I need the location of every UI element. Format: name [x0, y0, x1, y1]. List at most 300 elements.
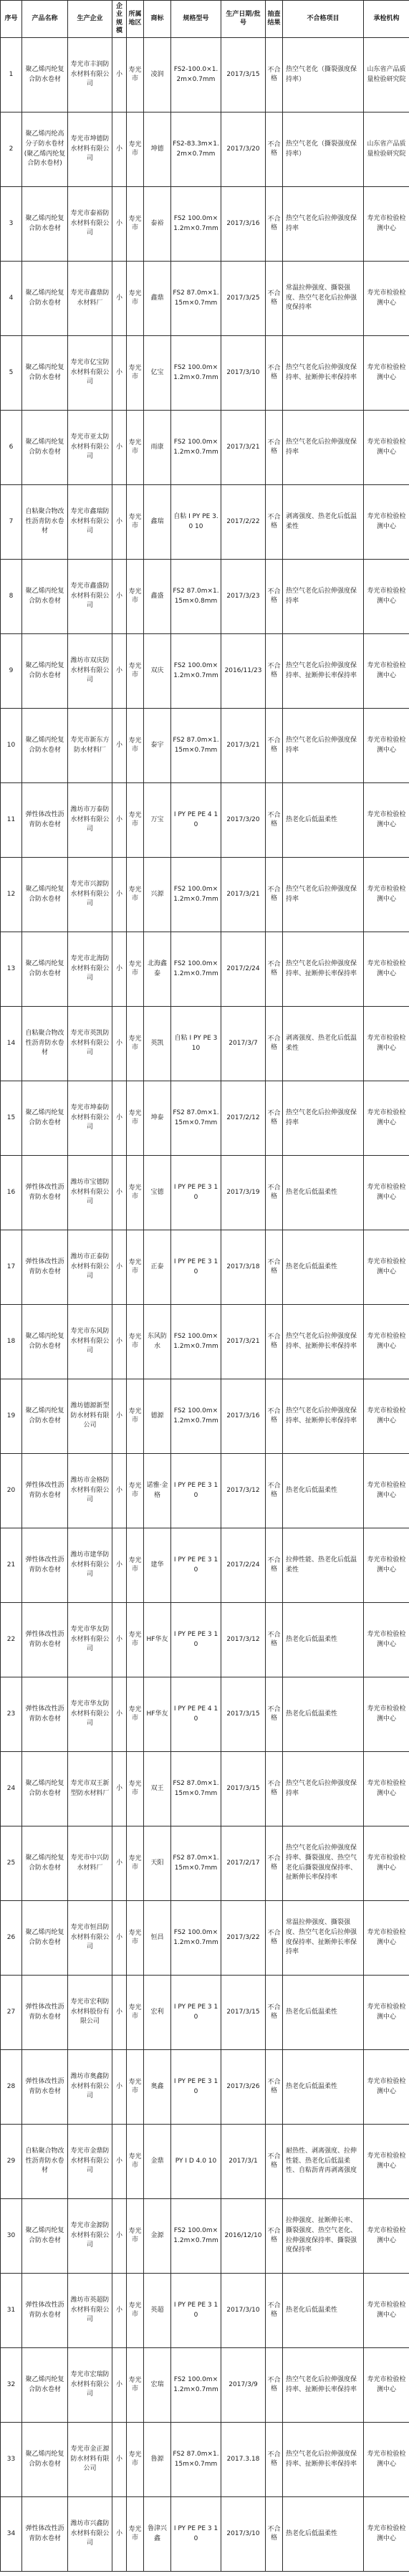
cell-scale: 小: [112, 560, 127, 634]
cell-date: 2017/3/12: [221, 1454, 266, 1528]
table-row: [1, 1528, 409, 1603]
cell-result: 不合格: [266, 411, 283, 485]
cell-brand: 英凯: [144, 1007, 171, 1081]
cell-date: 2017/3/21: [221, 709, 266, 783]
cell-seq: 22: [1, 1603, 22, 1677]
cell-spec: FS2 100.0m×1.2m×0.7mm: [171, 336, 221, 411]
cell-brand: 金源: [144, 2199, 171, 2274]
table-row: [1, 1379, 409, 1454]
cell-date: 2016/11/23: [221, 634, 266, 709]
cell-spec: I PY PE PE 4 10: [171, 783, 221, 858]
cell-scale: 小: [112, 38, 127, 112]
cell-spec: 自粘 I PY PE 3.0 10: [171, 485, 221, 560]
cell-company: 寿光市鑫鼎防水材料厂: [68, 262, 112, 336]
cell-date: 2017/3/20: [221, 783, 266, 858]
cell-agency: 寿光市检验检测中心: [364, 1826, 409, 1901]
cell-brand: 诺雅·金格: [144, 1454, 171, 1528]
cell-seq: 3: [1, 187, 22, 262]
table-row: [1, 2274, 409, 2348]
cell-items: 热空气老化后拉伸强度保持率: [283, 858, 364, 932]
cell-scale: 小: [112, 783, 127, 858]
cell-result: 不合格: [266, 1230, 283, 1305]
cell-product: 聚乙烯丙纶复合防水卷材: [22, 38, 68, 112]
cell-region: 寿光市: [127, 2497, 144, 2572]
cell-product: 聚乙烯丙纶高分子防水卷材(聚乙烯丙纶复合防水卷材): [22, 112, 68, 187]
cell-items: 热空气老化后拉伸强度保持率: [283, 1081, 364, 1156]
cell-spec: FS2 100.0m×1.2m×0.7mm: [171, 411, 221, 485]
cell-seq: 5: [1, 336, 22, 411]
cell-product: 弹性体改性沥青防水卷材: [22, 2050, 68, 2125]
cell-product: 弹性体改性沥青防水卷材: [22, 1454, 68, 1528]
cell-brand: HF华友: [144, 1677, 171, 1752]
cell-seq: 21: [1, 1528, 22, 1603]
cell-scale: 小: [112, 1454, 127, 1528]
header-brand: 商标: [144, 1, 171, 38]
cell-product: 弹性体改性沥青防水卷材: [22, 1156, 68, 1230]
cell-company: 寿光市双王新型防水材料厂: [68, 1752, 112, 1826]
cell-company: 潍坊市金格防水材料有限公司: [68, 1454, 112, 1528]
cell-region: 寿光市: [127, 1976, 144, 2050]
cell-brand: 宏瑞: [144, 2348, 171, 2423]
cell-brand: 鑫盛: [144, 560, 171, 634]
cell-date: 2017/3/7: [221, 1007, 266, 1081]
cell-scale: 小: [112, 336, 127, 411]
cell-scale: 小: [112, 1603, 127, 1677]
cell-brand: 鑫鼎: [144, 262, 171, 336]
cell-product: 聚乙烯丙纶复合防水卷材: [22, 1379, 68, 1454]
cell-spec: FS2 87.0m×1.15m×0.7mm: [171, 262, 221, 336]
cell-seq: 32: [1, 2348, 22, 2423]
cell-items: 热空气老化后拉伸强度保持率、扯断伸长率保持率: [283, 336, 364, 411]
cell-seq: 1: [1, 38, 22, 112]
cell-brand: 正泰: [144, 1230, 171, 1305]
cell-company: 寿光市兴源防水材料有限公司: [68, 858, 112, 932]
cell-scale: 小: [112, 1528, 127, 1603]
cell-agency: 寿光市检验检测中心: [364, 262, 409, 336]
cell-company: 潍坊市英超防水材料有限公司: [68, 2274, 112, 2348]
cell-result: 不合格: [266, 1528, 283, 1603]
cell-result: 不合格: [266, 1305, 283, 1379]
cell-brand: 鑫瑞: [144, 485, 171, 560]
cell-date: 2017/2/22: [221, 485, 266, 560]
cell-agency: 寿光市检验检测中心: [364, 1007, 409, 1081]
table-row: [1, 485, 409, 560]
table-row: [1, 560, 409, 634]
cell-items: 热空气老化后拉伸强度保持率: [283, 560, 364, 634]
cell-date: 2017/3/15: [221, 38, 266, 112]
cell-agency: 寿光市检验检测中心: [364, 187, 409, 262]
cell-scale: 小: [112, 2274, 127, 2348]
cell-spec: FS2 100.0m×1.2m×0.7mm: [171, 1901, 221, 1976]
cell-spec: I PY PE PE 3 10: [171, 2497, 221, 2572]
cell-scale: 小: [112, 1379, 127, 1454]
cell-spec: PY I D 4.0 10: [171, 2125, 221, 2199]
cell-spec: I PY PE PE 3 10: [171, 1156, 221, 1230]
cell-region: 寿光市: [127, 336, 144, 411]
cell-result: 不合格: [266, 336, 283, 411]
cell-company: 寿光市东风防水材料有限公司: [68, 1305, 112, 1379]
cell-result: 不合格: [266, 2348, 283, 2423]
cell-seq: 23: [1, 1677, 22, 1752]
cell-seq: 8: [1, 560, 22, 634]
cell-agency: 寿光市检验检测中心: [364, 2348, 409, 2423]
cell-company: 寿光市宏利防水材料股份有限公司: [68, 1976, 112, 2050]
cell-brand: 奥鑫: [144, 2050, 171, 2125]
cell-seq: 2: [1, 112, 22, 187]
cell-company: 寿光市宏瑞防水材料有限公司: [68, 2348, 112, 2423]
table-row: [1, 858, 409, 932]
cell-product: 弹性体改性沥青防水卷材: [22, 783, 68, 858]
cell-company: 寿光市恒昌防水材料有限公司: [68, 1901, 112, 1976]
cell-date: 2017/3/19: [221, 1156, 266, 1230]
cell-scale: 小: [112, 1752, 127, 1826]
cell-brand: 鲁源: [144, 2423, 171, 2497]
cell-brand: 雨康: [144, 411, 171, 485]
cell-product: 聚乙烯丙纶复合防水卷材: [22, 2423, 68, 2497]
cell-date: 2017/3/23: [221, 560, 266, 634]
cell-items: 热空气老化后拉伸强度保持率、扯断伸长率保持率: [283, 932, 364, 1007]
cell-items: 热老化后低温柔性: [283, 1677, 364, 1752]
cell-result: 不合格: [266, 2199, 283, 2274]
cell-product: 聚乙烯丙纶复合防水卷材: [22, 634, 68, 709]
cell-brand: 坤德: [144, 112, 171, 187]
cell-agency: 寿光市检验检测中心: [364, 560, 409, 634]
cell-brand: 双庆: [144, 634, 171, 709]
cell-agency: 寿光市检验检测中心: [364, 1677, 409, 1752]
cell-date: 2017/3/21: [221, 858, 266, 932]
cell-company: 寿光市亚太防水材料有限公司: [68, 411, 112, 485]
cell-region: 寿光市: [127, 2199, 144, 2274]
cell-spec: FS2 87.0m×1.15m×0.7mm: [171, 709, 221, 783]
cell-items: 热老化后低温柔性: [283, 2050, 364, 2125]
cell-result: 不合格: [266, 1379, 283, 1454]
cell-agency: 寿光市检验检测中心: [364, 2274, 409, 2348]
cell-items: 热空气老化（撕裂强度保持率）: [283, 38, 364, 112]
cell-items: 热空气老化后拉伸强度保持率、扯断伸长率保持率: [283, 2423, 364, 2497]
cell-brand: HF华友: [144, 1603, 171, 1677]
cell-seq: 11: [1, 783, 22, 858]
cell-spec: FS2 100.0m×1.2m×0.7mm: [171, 932, 221, 1007]
cell-agency: 寿光市检验检测中心: [364, 783, 409, 858]
cell-scale: 小: [112, 112, 127, 187]
cell-scale: 小: [112, 411, 127, 485]
cell-region: 寿光市: [127, 262, 144, 336]
cell-company: 寿光市中兴防水材料厂: [68, 1826, 112, 1901]
cell-region: 寿光市: [127, 1677, 144, 1752]
cell-company: 潍坊市宝德防水材料有限公司: [68, 1156, 112, 1230]
cell-region: 寿光市: [127, 485, 144, 560]
cell-items: 拉伸强度、扯断伸长率、撕裂强度、热空气老化、拉伸强度保持率、撕裂强度保持率: [283, 2199, 364, 2274]
cell-agency: 寿光市检验检测中心: [364, 1379, 409, 1454]
cell-items: 常温拉伸强度、撕裂强度、热空气老化后拉伸强度保持率、扯断伸长率保持率: [283, 1901, 364, 1976]
cell-product: 自粘聚合物改性沥青防水卷材: [22, 2125, 68, 2199]
cell-items: 剥离强度、热老化后低温柔性: [283, 485, 364, 560]
cell-scale: 小: [112, 2497, 127, 2572]
cell-spec: I PY PE PE 3 10: [171, 1603, 221, 1677]
cell-region: 寿光市: [127, 187, 144, 262]
cell-seq: 30: [1, 2199, 22, 2274]
cell-product: 聚乙烯丙纶复合防水卷材: [22, 187, 68, 262]
cell-result: 不合格: [266, 262, 283, 336]
cell-scale: 小: [112, 709, 127, 783]
cell-product: 弹性体改性沥青防水卷材: [22, 2497, 68, 2572]
cell-date: 2017/3/15: [221, 1752, 266, 1826]
table-row: [1, 2497, 409, 2572]
cell-items: 热空气老化后拉伸强度保持率、扯断伸长率保持率: [283, 634, 364, 709]
cell-date: 2017/3/21: [221, 1305, 266, 1379]
header-company: 生产企业: [68, 1, 112, 38]
cell-spec: I PY PE PE 3 10: [171, 1454, 221, 1528]
cell-items: 热老化后低温柔性: [283, 2274, 364, 2348]
cell-items: 常温拉伸强度、撕裂强度、热空气老化后拉伸强度保持率: [283, 262, 364, 336]
cell-company: 寿光市新东方防水材料厂: [68, 709, 112, 783]
cell-scale: 小: [112, 634, 127, 709]
cell-result: 不合格: [266, 1007, 283, 1081]
cell-company: 寿光市北海防水材料有限公司: [68, 932, 112, 1007]
cell-agency: 寿光市检验检测中心: [364, 1156, 409, 1230]
cell-seq: 24: [1, 1752, 22, 1826]
cell-agency: 寿光市检验检测中心: [364, 2125, 409, 2199]
cell-date: 2017/2/24: [221, 932, 266, 1007]
cell-agency: 寿光市检验检测中心: [364, 1976, 409, 2050]
cell-seq: 16: [1, 1156, 22, 1230]
cell-seq: 14: [1, 1007, 22, 1081]
cell-company: 寿光市华友防水材料有限公司: [68, 1603, 112, 1677]
cell-result: 不合格: [266, 709, 283, 783]
cell-spec: I PY PE PE 3 10: [171, 2274, 221, 2348]
table-row: [1, 1677, 409, 1752]
cell-seq: 4: [1, 262, 22, 336]
cell-agency: 寿光市检验检测中心: [364, 858, 409, 932]
cell-date: 2017/2/24: [221, 1528, 266, 1603]
cell-seq: 17: [1, 1230, 22, 1305]
cell-product: 聚乙烯丙纶复合防水卷材: [22, 1081, 68, 1156]
cell-scale: 小: [112, 1230, 127, 1305]
table-row: [1, 1901, 409, 1976]
table-row: [1, 2125, 409, 2199]
cell-agency: 寿光市检验检测中心: [364, 2199, 409, 2274]
cell-spec: I PY PE PE 3 10: [171, 1230, 221, 1305]
table-row: [1, 38, 409, 112]
cell-date: 2017/3/10: [221, 2497, 266, 2572]
cell-date: 2017/3/9: [221, 2348, 266, 2423]
cell-company: 潍坊市双庆防水材料有限公司: [68, 634, 112, 709]
cell-region: 寿光市: [127, 2348, 144, 2423]
cell-region: 寿光市: [127, 1156, 144, 1230]
cell-region: 寿光市: [127, 112, 144, 187]
table-row: [1, 411, 409, 485]
table-row: [1, 1826, 409, 1901]
cell-items: 热空气老化（撕裂强度保持率）: [283, 112, 364, 187]
cell-brand: 泰裕: [144, 187, 171, 262]
cell-brand: 东风防水: [144, 1305, 171, 1379]
cell-seq: 19: [1, 1379, 22, 1454]
table-row: [1, 2423, 409, 2497]
cell-result: 不合格: [266, 1976, 283, 2050]
cell-spec: I PY PE PE 3 10: [171, 1528, 221, 1603]
cell-company: 潍坊德源新型防水材料有限公司: [68, 1379, 112, 1454]
cell-result: 不合格: [266, 1603, 283, 1677]
cell-items: 热老化后低温柔性: [283, 1230, 364, 1305]
cell-brand: 宝德: [144, 1156, 171, 1230]
table-row: [1, 112, 409, 187]
cell-scale: 小: [112, 1901, 127, 1976]
cell-date: 2017/3/16: [221, 187, 266, 262]
cell-agency: 寿光市检验检测中心: [364, 709, 409, 783]
header-region: 所属地区: [127, 1, 144, 38]
cell-brand: 双王: [144, 1752, 171, 1826]
cell-date: 2017/3/25: [221, 262, 266, 336]
cell-seq: 13: [1, 932, 22, 1007]
cell-company: 潍坊市奥鑫防水材料有限公司: [68, 2050, 112, 2125]
cell-region: 寿光市: [127, 1826, 144, 1901]
cell-spec: FS2-100.0×1.2m×0.7mm: [171, 38, 221, 112]
cell-scale: 小: [112, 1305, 127, 1379]
cell-agency: 寿光市检验检测中心: [364, 2497, 409, 2572]
cell-date: 2017/3/15: [221, 1677, 266, 1752]
cell-seq: 15: [1, 1081, 22, 1156]
cell-items: 热老化后低温柔性: [283, 1976, 364, 2050]
header-items: 不合格项目: [283, 1, 364, 38]
cell-scale: 小: [112, 2050, 127, 2125]
cell-region: 寿光市: [127, 783, 144, 858]
cell-date: 2017/2/12: [221, 1081, 266, 1156]
cell-company: 寿光市泰裕防水材料有限公司: [68, 187, 112, 262]
table-row: [1, 2348, 409, 2423]
cell-seq: 27: [1, 1976, 22, 2050]
cell-date: 2017/3/18: [221, 1230, 266, 1305]
cell-brand: 坤泰: [144, 1081, 171, 1156]
cell-seq: 9: [1, 634, 22, 709]
cell-company: 潍坊市兴鑫防水材料有限公司: [68, 2497, 112, 2572]
cell-product: 聚乙烯丙纶复合防水卷材: [22, 560, 68, 634]
cell-seq: 18: [1, 1305, 22, 1379]
cell-product: 聚乙烯丙纶复合防水卷材: [22, 262, 68, 336]
cell-brand: 泰宇: [144, 709, 171, 783]
table-row: [1, 262, 409, 336]
table-row: [1, 932, 409, 1007]
cell-company: 潍坊市正泰防水材料有限公司: [68, 1230, 112, 1305]
cell-scale: 小: [112, 1156, 127, 1230]
cell-result: 不合格: [266, 1156, 283, 1230]
cell-items: 热空气老化后拉伸强度保持率、撕裂强度、热空气老化后撕裂强度保持率、扯断伸长率保持率: [283, 1826, 364, 1901]
cell-agency: 寿光市检验检测中心: [364, 1454, 409, 1528]
table-row: [1, 1976, 409, 2050]
cell-region: 寿光市: [127, 1305, 144, 1379]
cell-product: 聚乙烯丙纶复合防水卷材: [22, 1901, 68, 1976]
cell-product: 聚乙烯丙纶复合防水卷材: [22, 932, 68, 1007]
cell-result: 不合格: [266, 560, 283, 634]
cell-spec: 自粘 I PY PE 3 10: [171, 1007, 221, 1081]
header-result: 抽查结果: [266, 1, 283, 38]
cell-brand: 恒昌: [144, 1901, 171, 1976]
cell-brand: 建华: [144, 1528, 171, 1603]
cell-items: 剥离强度、热老化后低温柔性: [283, 1007, 364, 1081]
cell-date: 2017/3/20: [221, 112, 266, 187]
cell-scale: 小: [112, 262, 127, 336]
cell-region: 寿光市: [127, 2274, 144, 2348]
cell-agency: 寿光市检验检测中心: [364, 1752, 409, 1826]
cell-scale: 小: [112, 187, 127, 262]
cell-product: 聚乙烯丙纶复合防水卷材: [22, 709, 68, 783]
cell-agency: 山东省产品质量检验研究院: [364, 112, 409, 187]
cell-agency: 山东省产品质量检验研究院: [364, 38, 409, 112]
table-row: [1, 783, 409, 858]
cell-items: 热空气老化后拉伸强度保持率: [283, 187, 364, 262]
cell-product: 聚乙烯丙纶复合防水卷材: [22, 1305, 68, 1379]
cell-seq: 20: [1, 1454, 22, 1528]
cell-spec: I PY PE PE 3 10: [171, 1976, 221, 2050]
cell-product: 聚乙烯丙纶复合防水卷材: [22, 2348, 68, 2423]
cell-agency: 寿光市检验检测中心: [364, 1230, 409, 1305]
cell-region: 寿光市: [127, 709, 144, 783]
cell-company: 寿光市金正源防水材料有限公司: [68, 2423, 112, 2497]
cell-spec: FS2 87.0m×1.15m×0.7mm: [171, 1752, 221, 1826]
cell-result: 不合格: [266, 1826, 283, 1901]
cell-result: 不合格: [266, 1752, 283, 1826]
cell-seq: 26: [1, 1901, 22, 1976]
cell-brand: 英超: [144, 2274, 171, 2348]
cell-items: 热空气老化后拉伸强度保持率、扯断伸长率保持率: [283, 1379, 364, 1454]
cell-brand: 德源: [144, 1379, 171, 1454]
cell-product: 弹性体改性沥青防水卷材: [22, 1528, 68, 1603]
cell-result: 不合格: [266, 1081, 283, 1156]
cell-date: 2016/12/10: [221, 2199, 266, 2274]
table-row: [1, 1007, 409, 1081]
cell-items: 热空气老化后拉伸强度保持率、扯断伸长率保持率: [283, 2348, 364, 2423]
cell-spec: FS2 100.0m×1.2m×0.7mm: [171, 1379, 221, 1454]
cell-region: 寿光市: [127, 858, 144, 932]
cell-spec: FS2 87.0m×1.15m×0.7mm: [171, 2423, 221, 2497]
cell-product: 自粘聚合物改性沥青防水卷材: [22, 485, 68, 560]
cell-seq: 6: [1, 411, 22, 485]
cell-product: 聚乙烯丙纶复合防水卷材: [22, 336, 68, 411]
cell-scale: 小: [112, 2199, 127, 2274]
table-row: [1, 2050, 409, 2125]
cell-brand: 金鼎: [144, 2125, 171, 2199]
cell-seq: 31: [1, 2274, 22, 2348]
cell-region: 寿光市: [127, 411, 144, 485]
table-row: [1, 634, 409, 709]
cell-items: 热空气老化后拉伸强度保持率、扯断伸长率保持率: [283, 1305, 364, 1379]
cell-seq: 10: [1, 709, 22, 783]
cell-region: 寿光市: [127, 1379, 144, 1454]
cell-company: 寿光市坤德防水材料有限公司: [68, 112, 112, 187]
cell-scale: 小: [112, 2348, 127, 2423]
cell-scale: 小: [112, 1976, 127, 2050]
cell-date: 2017/3/22: [221, 1901, 266, 1976]
cell-spec: FS2 87.0m×1.15m×0.8mm: [171, 560, 221, 634]
table-row: [1, 1230, 409, 1305]
cell-date: 2017/3/15: [221, 1976, 266, 2050]
cell-company: 寿光市英凯防水材料有限公司: [68, 1007, 112, 1081]
cell-items: 热老化后低温柔性: [283, 2497, 364, 2572]
cell-region: 寿光市: [127, 634, 144, 709]
cell-items: 热老化后低温柔性: [283, 783, 364, 858]
cell-result: 不合格: [266, 783, 283, 858]
cell-date: 2017/3/10: [221, 2274, 266, 2348]
cell-agency: 寿光市检验检测中心: [364, 1603, 409, 1677]
cell-result: 不合格: [266, 2497, 283, 2572]
cell-product: 弹性体改性沥青防水卷材: [22, 1677, 68, 1752]
cell-brand: 北海鑫泰: [144, 932, 171, 1007]
table-row: [1, 1156, 409, 1230]
cell-product: 弹性体改性沥青防水卷材: [22, 2274, 68, 2348]
cell-date: 2017/3/16: [221, 1379, 266, 1454]
cell-items: 热老化后低温柔性: [283, 1454, 364, 1528]
cell-company: 寿光市丰润防水材料有限公司: [68, 38, 112, 112]
table-header-row: [1, 1, 409, 38]
